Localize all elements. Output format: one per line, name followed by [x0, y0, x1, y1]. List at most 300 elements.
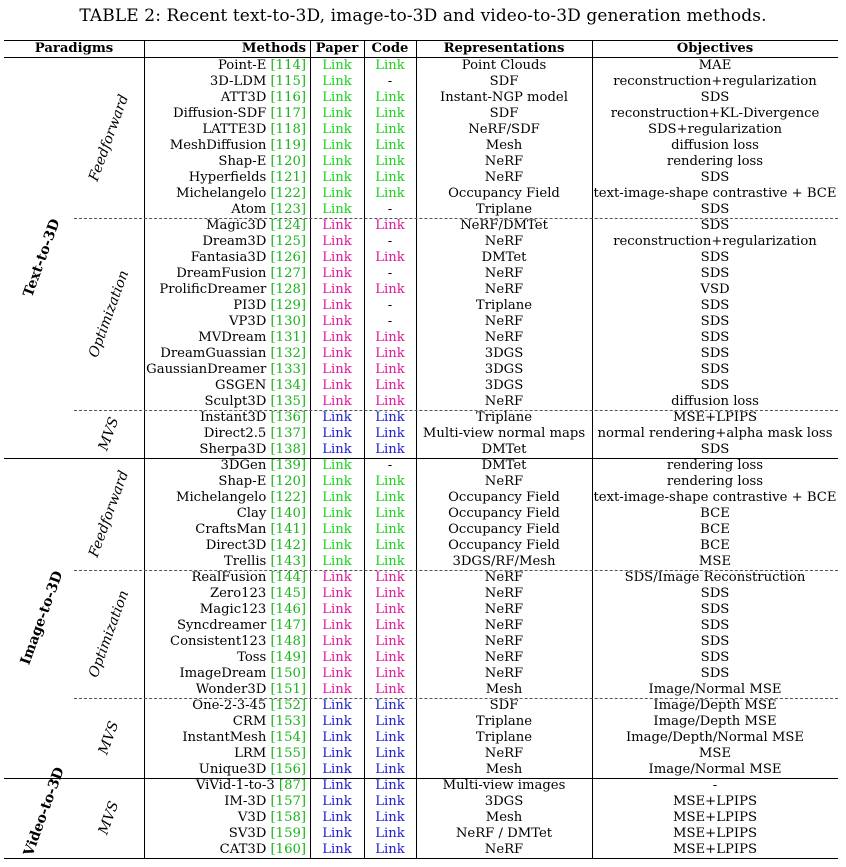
method-name: DreamFusion — [176, 266, 267, 281]
method-name: V3D — [237, 810, 267, 825]
method-name: Magic123 — [199, 602, 267, 617]
objective-cell: SDS — [700, 90, 730, 105]
representation-cell: NeRF — [484, 474, 524, 489]
paper-link[interactable]: Link — [322, 522, 352, 537]
representation-cell: NeRF — [484, 170, 524, 185]
objective-cell: SDS/Image Reconstruction — [624, 570, 806, 585]
paper-link[interactable]: Link — [322, 282, 352, 297]
paper-link[interactable]: Link — [322, 666, 352, 681]
table-row — [4, 362, 838, 378]
paper-link[interactable]: Link — [322, 266, 352, 281]
table-row — [4, 138, 838, 154]
method-cell — [144, 538, 306, 554]
method-cell — [144, 522, 306, 538]
method-name: Syncdreamer — [176, 618, 267, 633]
method-cell — [144, 138, 306, 154]
citation-ref[interactable]: [155] — [270, 746, 306, 761]
objective-cell: SDS — [700, 250, 730, 265]
citation-ref[interactable]: [136] — [270, 410, 306, 425]
method-cell — [144, 586, 306, 602]
objective-cell: MSE+LPIPS — [673, 826, 757, 841]
code-link[interactable]: Link — [375, 122, 405, 137]
citation-ref[interactable]: [120] — [270, 154, 306, 169]
method-name: Direct2.5 — [203, 426, 267, 441]
method-name: Zero123 — [209, 586, 267, 601]
paper-link[interactable]: Link — [322, 698, 352, 713]
code-link[interactable]: Link — [375, 394, 405, 409]
group-separator — [4, 778, 838, 779]
citation-ref[interactable]: [141] — [270, 522, 306, 537]
objective-cell: BCE — [700, 506, 730, 521]
code-link[interactable]: Link — [375, 570, 405, 585]
method-name: IM-3D — [224, 794, 267, 809]
paper-link[interactable]: Link — [322, 602, 352, 617]
paper-link[interactable]: Link — [322, 730, 352, 745]
code-link[interactable]: Link — [375, 826, 405, 841]
method-name: Toss — [237, 650, 267, 665]
code-link[interactable]: Link — [375, 90, 405, 105]
code-link[interactable]: Link — [375, 282, 405, 297]
objective-cell: SDS — [700, 314, 730, 329]
paper-link[interactable]: Link — [322, 618, 352, 633]
code-link[interactable]: Link — [375, 426, 405, 441]
method-name: ProlificDreamer — [159, 282, 267, 297]
method-cell — [144, 442, 306, 458]
objective-cell: SDS+regularization — [647, 122, 783, 137]
objective-cell: SDS — [700, 346, 730, 361]
paper-link[interactable]: Link — [322, 138, 352, 153]
method-name: Michelangelo — [175, 490, 267, 505]
representation-cell: 3DGS/RF/Mesh — [452, 554, 556, 569]
objective-cell: text-image-shape contrastive + BCE — [593, 490, 837, 505]
representation-cell: Mesh — [485, 810, 523, 825]
citation-ref[interactable]: [149] — [270, 650, 306, 665]
table-row — [4, 490, 838, 506]
citation-ref[interactable]: [118] — [270, 122, 306, 137]
code-link[interactable]: Link — [375, 106, 405, 121]
representation-cell: 3DGS — [484, 794, 524, 809]
citation-ref[interactable]: [135] — [270, 394, 306, 409]
citation-ref[interactable]: [114] — [270, 58, 306, 73]
code-link[interactable]: Link — [375, 250, 405, 265]
table-row — [4, 650, 838, 666]
citation-ref[interactable]: [125] — [270, 234, 306, 249]
citation-ref[interactable]: [140] — [270, 506, 306, 521]
citation-ref[interactable]: [139] — [270, 458, 306, 473]
method-cell — [144, 474, 306, 490]
table-row — [4, 346, 838, 362]
paper-link[interactable]: Link — [322, 106, 352, 121]
paper-link[interactable]: Link — [322, 74, 352, 89]
method-cell — [144, 234, 306, 250]
method-name: Direct3D — [205, 538, 267, 553]
subgroup-separator — [74, 410, 838, 411]
citation-ref[interactable]: [131] — [270, 330, 306, 345]
paper-link[interactable]: Link — [322, 202, 352, 217]
citation-ref[interactable]: [87] — [278, 778, 306, 793]
citation-ref[interactable]: [121] — [270, 170, 306, 185]
citation-ref[interactable]: [146] — [270, 602, 306, 617]
method-name: Wonder3D — [195, 682, 267, 697]
objective-cell: SDS — [700, 202, 730, 217]
method-name: Dream3D — [202, 234, 267, 249]
table-row — [4, 170, 838, 186]
code-link[interactable]: Link — [375, 58, 405, 73]
group-separator — [4, 458, 838, 459]
subparadigm-label: MVS — [95, 719, 123, 757]
subparadigm-label: Feedforward — [85, 92, 133, 184]
code-unavailable: - — [387, 266, 393, 281]
paper-link[interactable]: Link — [322, 378, 352, 393]
method-name: 3D-LDM — [209, 74, 267, 89]
paper-link[interactable]: Link — [322, 394, 352, 409]
code-link[interactable]: Link — [375, 666, 405, 681]
method-cell — [144, 218, 306, 234]
column-divider — [416, 41, 417, 858]
paper-link[interactable]: Link — [322, 314, 352, 329]
citation-ref[interactable]: [151] — [270, 682, 306, 697]
method-name: CAT3D — [219, 842, 267, 857]
citation-ref[interactable]: [137] — [270, 426, 306, 441]
code-link[interactable]: Link — [375, 346, 405, 361]
citation-ref[interactable]: [147] — [270, 618, 306, 633]
representation-cell: NeRF — [484, 282, 524, 297]
objective-cell: diffusion loss — [671, 394, 759, 409]
paper-link[interactable]: Link — [322, 714, 352, 729]
method-name: Magic3D — [205, 218, 267, 233]
table-row — [4, 298, 838, 314]
method-name: ViVid-1-to-3 — [195, 778, 275, 793]
citation-ref[interactable]: [126] — [270, 250, 306, 265]
objective-cell: Image/Normal MSE — [648, 762, 782, 777]
citation-ref[interactable]: [157] — [270, 794, 306, 809]
representation-cell: Mesh — [485, 138, 523, 153]
citation-ref[interactable]: [129] — [270, 298, 306, 313]
objective-cell: Image/Normal MSE — [648, 682, 782, 697]
method-name: Trellis — [224, 554, 267, 569]
method-name: Sculpt3D — [204, 394, 267, 409]
method-cell — [144, 58, 306, 74]
method-name: InstantMesh — [182, 730, 267, 745]
objective-cell: SDS — [700, 298, 730, 313]
paper-link[interactable]: Link — [322, 250, 352, 265]
code-link[interactable]: Link — [375, 522, 405, 537]
code-link[interactable]: Link — [375, 442, 405, 457]
code-link[interactable]: Link — [375, 154, 405, 169]
code-link[interactable]: Link — [375, 730, 405, 745]
table-row — [4, 538, 838, 554]
method-cell — [144, 250, 306, 266]
citation-ref[interactable]: [142] — [270, 538, 306, 553]
citation-ref[interactable]: [156] — [270, 762, 306, 777]
objective-cell: SDS — [700, 266, 730, 281]
objective-cell: SDS — [700, 650, 730, 665]
paper-link[interactable]: Link — [322, 218, 352, 233]
paper-link[interactable]: Link — [322, 330, 352, 345]
code-link[interactable]: Link — [375, 746, 405, 761]
code-link[interactable]: Link — [375, 490, 405, 505]
method-name: Diffusion-SDF — [173, 106, 267, 121]
code-link[interactable]: Link — [375, 794, 405, 809]
paper-link[interactable]: Link — [322, 634, 352, 649]
representation-cell: NeRF — [484, 586, 524, 601]
code-link[interactable]: Link — [375, 650, 405, 665]
paper-link[interactable]: Link — [322, 650, 352, 665]
code-link[interactable]: Link — [375, 378, 405, 393]
citation-ref[interactable]: [130] — [270, 314, 306, 329]
method-name: Shap-E — [218, 474, 267, 489]
paper-link[interactable]: Link — [322, 554, 352, 569]
code-link[interactable]: Link — [375, 186, 405, 201]
table-row — [4, 394, 838, 410]
paper-link[interactable]: Link — [322, 58, 352, 73]
code-link[interactable]: Link — [375, 410, 405, 425]
method-name: CraftsMan — [195, 522, 267, 537]
representation-cell: Occupancy Field — [448, 506, 560, 521]
representation-cell: DMTet — [481, 442, 527, 457]
citation-ref[interactable]: [117] — [270, 106, 306, 121]
representation-cell: Multi-view normal maps — [422, 426, 586, 441]
citation-ref[interactable]: [133] — [270, 362, 306, 377]
representation-cell: Instant-NGP model — [440, 90, 568, 105]
citation-ref[interactable]: [123] — [270, 202, 306, 217]
citation-ref[interactable]: [127] — [270, 266, 306, 281]
paper-link[interactable]: Link — [322, 474, 352, 489]
code-link[interactable]: Link — [375, 138, 405, 153]
objective-cell: rendering loss — [666, 474, 764, 489]
code-link[interactable]: Link — [375, 634, 405, 649]
paper-link[interactable]: Link — [322, 586, 352, 601]
code-link[interactable]: Link — [375, 170, 405, 185]
objective-cell: rendering loss — [666, 458, 764, 473]
citation-ref[interactable]: [120] — [270, 474, 306, 489]
method-cell — [144, 154, 306, 170]
method-cell — [144, 826, 306, 842]
header-code: Code — [371, 41, 409, 56]
method-name: MeshDiffusion — [169, 138, 267, 153]
objective-cell: MSE — [698, 554, 732, 569]
objective-cell: MSE+LPIPS — [673, 794, 757, 809]
table-row — [4, 666, 838, 682]
method-name: LRM — [234, 746, 267, 761]
method-cell — [144, 362, 306, 378]
representation-cell: NeRF — [484, 666, 524, 681]
citation-ref[interactable]: [153] — [270, 714, 306, 729]
citation-ref[interactable]: [143] — [270, 554, 306, 569]
objective-cell: SDS — [700, 218, 730, 233]
table-row — [4, 314, 838, 330]
citation-ref[interactable]: [119] — [270, 138, 306, 153]
table-row — [4, 202, 838, 218]
paradigm-label: Text-to-3D — [20, 216, 64, 300]
paper-link[interactable]: Link — [322, 826, 352, 841]
method-cell — [144, 762, 306, 778]
paper-link[interactable]: Link — [322, 778, 352, 793]
code-link[interactable]: Link — [375, 842, 405, 857]
citation-ref[interactable]: [145] — [270, 586, 306, 601]
paper-link[interactable]: Link — [322, 682, 352, 697]
paper-link[interactable]: Link — [322, 746, 352, 761]
code-link[interactable]: Link — [375, 586, 405, 601]
objective-cell: - — [712, 778, 718, 793]
paper-link[interactable]: Link — [322, 170, 352, 185]
citation-ref[interactable]: [158] — [270, 810, 306, 825]
method-cell — [144, 410, 306, 426]
code-link[interactable]: Link — [375, 698, 405, 713]
paper-link[interactable]: Link — [322, 122, 352, 137]
representation-cell: Triplane — [475, 298, 533, 313]
code-link[interactable]: Link — [375, 618, 405, 633]
paper-link[interactable]: Link — [322, 458, 352, 473]
objective-cell: SDS — [700, 442, 730, 457]
table-row — [4, 426, 838, 442]
representation-cell: NeRF — [484, 266, 524, 281]
table-row — [4, 154, 838, 170]
citation-ref[interactable]: [115] — [270, 74, 306, 89]
citation-ref[interactable]: [159] — [270, 826, 306, 841]
method-name: Atom — [231, 202, 267, 217]
method-name: Fantasia3D — [190, 250, 267, 265]
objective-cell: SDS — [700, 362, 730, 377]
objective-cell: MSE+LPIPS — [673, 810, 757, 825]
citation-ref[interactable]: [150] — [270, 666, 306, 681]
citation-ref[interactable]: [116] — [270, 90, 306, 105]
table-row — [4, 730, 838, 746]
objective-cell: normal rendering+alpha mask loss — [597, 426, 833, 441]
citation-ref[interactable]: [148] — [270, 634, 306, 649]
header-objectives: Objectives — [676, 41, 754, 56]
paper-link[interactable]: Link — [322, 794, 352, 809]
method-cell — [144, 346, 306, 362]
representation-cell: Occupancy Field — [448, 490, 560, 505]
code-link[interactable]: Link — [375, 762, 405, 777]
code-link[interactable]: Link — [375, 538, 405, 553]
code-unavailable: - — [387, 298, 393, 313]
method-name: ATT3D — [220, 90, 267, 105]
code-link[interactable]: Link — [375, 362, 405, 377]
objective-cell: BCE — [700, 538, 730, 553]
method-cell — [144, 186, 306, 202]
paper-link[interactable]: Link — [322, 298, 352, 313]
paper-link[interactable]: Link — [322, 90, 352, 105]
objective-cell: Image/Depth MSE — [653, 698, 777, 713]
paper-link[interactable]: Link — [322, 570, 352, 585]
method-cell — [144, 714, 306, 730]
representation-cell: SDF — [489, 106, 519, 121]
code-link[interactable]: Link — [375, 506, 405, 521]
paper-link[interactable]: Link — [322, 186, 352, 201]
method-cell — [144, 682, 306, 698]
method-cell — [144, 730, 306, 746]
paper-link[interactable]: Link — [322, 426, 352, 441]
table-row — [4, 826, 838, 842]
code-link[interactable]: Link — [375, 554, 405, 569]
paper-link[interactable]: Link — [322, 442, 352, 457]
paper-link[interactable]: Link — [322, 346, 352, 361]
paper-link[interactable]: Link — [322, 538, 352, 553]
method-cell — [144, 74, 306, 90]
method-cell — [144, 634, 306, 650]
method-cell — [144, 666, 306, 682]
objective-cell: reconstruction+KL-Divergence — [610, 106, 820, 121]
representation-cell: NeRF / DMTet — [455, 826, 553, 841]
method-name: PI3D — [233, 298, 267, 313]
citation-ref[interactable]: [144] — [270, 570, 306, 585]
citation-ref[interactable]: [160] — [270, 842, 306, 857]
citation-ref[interactable]: [132] — [270, 346, 306, 361]
citation-ref[interactable]: [154] — [270, 730, 306, 745]
paper-link[interactable]: Link — [322, 362, 352, 377]
paper-link[interactable]: Link — [322, 762, 352, 777]
method-name: Sherpa3D — [199, 442, 267, 457]
paper-link[interactable]: Link — [322, 810, 352, 825]
code-link[interactable]: Link — [375, 602, 405, 617]
code-unavailable: - — [387, 458, 393, 473]
method-name: RealFusion — [191, 570, 267, 585]
code-link[interactable]: Link — [375, 330, 405, 345]
paper-link[interactable]: Link — [322, 154, 352, 169]
citation-ref[interactable]: [124] — [270, 218, 306, 233]
citation-ref[interactable]: [134] — [270, 378, 306, 393]
objective-cell: SDS — [700, 330, 730, 345]
method-name: Instant3D — [199, 410, 267, 425]
method-cell — [144, 90, 306, 106]
citation-ref[interactable]: [122] — [270, 186, 306, 201]
citation-ref[interactable]: [122] — [270, 490, 306, 505]
method-name: One-2-3-45 — [192, 698, 267, 713]
paper-link[interactable]: Link — [322, 842, 352, 857]
objective-cell: SDS — [700, 666, 730, 681]
method-cell — [144, 490, 306, 506]
representation-cell: Triplane — [475, 730, 533, 745]
code-unavailable: - — [387, 202, 393, 217]
objective-cell: SDS — [700, 634, 730, 649]
representation-cell: NeRF — [484, 154, 524, 169]
method-name: CRM — [232, 714, 267, 729]
representation-cell: DMTet — [481, 250, 527, 265]
method-cell — [144, 458, 306, 474]
method-name: VP3D — [228, 314, 267, 329]
paper-link[interactable]: Link — [322, 490, 352, 505]
table-row — [4, 122, 838, 138]
objective-cell: text-image-shape contrastive + BCE — [593, 186, 837, 201]
representation-cell: DMTet — [481, 458, 527, 473]
method-name: SV3D — [228, 826, 267, 841]
subparadigm-label: Feedforward — [85, 468, 133, 560]
paper-link[interactable]: Link — [322, 234, 352, 249]
paper-link[interactable]: Link — [322, 506, 352, 521]
citation-ref[interactable]: [152] — [270, 698, 306, 713]
citation-ref[interactable]: [138] — [270, 442, 306, 457]
method-cell — [144, 394, 306, 410]
objective-cell: Image/Depth/Normal MSE — [625, 730, 805, 745]
code-link[interactable]: Link — [375, 778, 405, 793]
code-link[interactable]: Link — [375, 474, 405, 489]
objective-cell: SDS — [700, 586, 730, 601]
method-cell — [144, 506, 306, 522]
code-link[interactable]: Link — [375, 682, 405, 697]
table-row — [4, 682, 838, 698]
code-link[interactable]: Link — [375, 810, 405, 825]
code-link[interactable]: Link — [375, 714, 405, 729]
representation-cell: Occupancy Field — [448, 522, 560, 537]
code-link[interactable]: Link — [375, 218, 405, 233]
objective-cell: rendering loss — [666, 154, 764, 169]
paper-link[interactable]: Link — [322, 410, 352, 425]
table-row — [4, 442, 838, 458]
citation-ref[interactable]: [128] — [270, 282, 306, 297]
method-cell — [144, 746, 306, 762]
